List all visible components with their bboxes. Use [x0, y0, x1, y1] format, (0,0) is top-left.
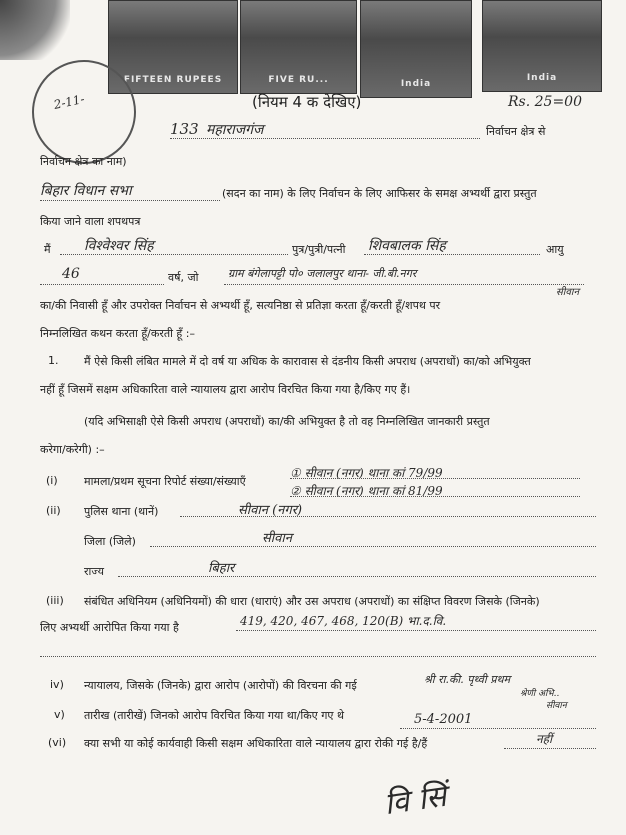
district-label: जिला (जिले) [84, 535, 136, 548]
state-label: राज्य [84, 565, 105, 578]
seal-handwritten-date: 2-11- [52, 91, 86, 112]
i-label: मैं [44, 243, 51, 256]
stay-label: क्या सभी या कोई कार्यवाही किसी सक्षम अधिकारिता वाले न्यायालय द्वारा रोकी गई है/हैं [84, 737, 428, 750]
police-station-label: पुलिस थाना (थानें) [84, 505, 159, 518]
age-label: आयु [546, 243, 564, 256]
age-fill-line [40, 284, 164, 285]
charge-date-label: तारीख (तारीखें) जिनको आरोप विरचित किया गया था/किए गए थे [84, 709, 345, 722]
address-fill-line [224, 284, 584, 285]
candidate-signature: वि सिं [382, 778, 449, 823]
address-value: ग्राम बंगेलापट्टी पो० जलालपुर थाना- जी.बी.नगर [228, 267, 417, 280]
item-iv-number: iv) [50, 678, 64, 691]
para-1-line-a: मैं ऐसे किसी लंबित मामले में दो वर्ष या अधिक के कारावास से दंडनीय किसी अपराध (अपराधों) का/को अभियुक्त [84, 355, 531, 368]
para-2-line-b: करेगा/करेगी) :– [40, 443, 105, 456]
court-fee-stamp-4 [482, 0, 602, 92]
court-value-2: श्रेणी अभि.. [520, 689, 560, 699]
police-station-fill-line [180, 516, 596, 517]
house-caption: (सदन का नाम) के लिए निर्वाचन के लिए आफिसर के समक्ष अभ्यर्थी द्वारा प्रस्तुत [222, 187, 537, 200]
age-value: 46 [62, 266, 80, 282]
stay-fill-line [504, 748, 596, 749]
item-ii-number: (ii) [46, 504, 61, 517]
statement-intro: निम्नलिखित कथन करता हूँ/करती हूँ :– [40, 327, 195, 340]
relation-label: पुत्र/पुत्री/पत्नी [292, 243, 346, 256]
father-fill-line [364, 254, 540, 255]
stamp-label: FIFTEEN RUPEES [123, 75, 223, 85]
years-label: वर्ष, जो [168, 271, 199, 284]
item-i-number: (i) [46, 474, 58, 487]
item-iii-number: (iii) [46, 594, 64, 607]
para-1-line-b: नहीं हूँ जिसमें सक्षम अधिकारिता वाले न्यायालय द्वारा आरोप विरचित किया गया है/किए गए हैं। [40, 383, 411, 396]
sections-fill-line [236, 630, 596, 631]
stamp-label: FIVE RU... [268, 75, 329, 85]
state-fill-line [118, 576, 596, 577]
constituency-name: महाराजगंज [206, 122, 264, 138]
item-v-number: v) [54, 708, 65, 721]
constituency-label: निर्वाचन क्षेत्र से [486, 125, 546, 138]
constituency-name-caption: निर्वाचन क्षेत्र का नाम) [40, 155, 127, 168]
police-station-value: सीवान (नगर) [238, 503, 303, 518]
house-fill-line [40, 200, 220, 201]
sections-value: 419, 420, 467, 468, 120(B) भा.द.वि. [240, 614, 447, 628]
fir-fill-line-1 [290, 478, 580, 479]
page-corner-shadow [0, 0, 70, 60]
para-2-line-a: (यदि अभिसाक्षी ऐसे किसी अपराध (अपराधों) का/की अभियुक्त है तो वह निम्नलिखित जानकारी प्रस्तुत [84, 415, 490, 428]
charge-date-fill-line [400, 728, 596, 729]
house-name-fill: बिहार विधान सभा [40, 183, 132, 199]
item-vi-number: (vi) [48, 736, 67, 749]
para-1-number: 1. [48, 354, 59, 367]
affidavit-caption: किया जाने वाला शपथपत्र [40, 215, 141, 228]
court-label: न्यायालय, जिसके (जिनके) द्वारा आरोप (आरोपों) की विरचना की गई [84, 679, 357, 692]
address-district: सीवान [556, 287, 580, 298]
father-name: शिवबालक सिंह [368, 238, 446, 254]
name-fill-line [60, 254, 288, 255]
constituency-number: 133 [170, 120, 199, 138]
stay-value: नहीं [536, 732, 553, 746]
district-value: सीवान [262, 531, 292, 546]
fir-fill-line-2 [290, 496, 580, 497]
court-fee-stamp-3 [360, 0, 472, 98]
district-fill-line [150, 546, 596, 547]
charge-date-value: 5-4-2001 [414, 712, 473, 727]
court-fee-stamp-2 [240, 0, 357, 94]
stamp-label: India [400, 79, 432, 89]
sections-extra-line [40, 656, 596, 657]
rule-reference-header: (नियम 4 क देखिए) [252, 93, 362, 111]
sections-label-b: लिए अभ्यर्थी आरोपित किया गया है [40, 621, 179, 634]
fir-label: मामला/प्रथम सूचना रिपोर्ट संख्या/संख्याएँ [84, 475, 246, 488]
court-fee-stamp-1 [108, 0, 238, 94]
stamp-label: India [526, 73, 558, 83]
fir-value-2: ② सीवान (नगर) थाना कां 81/99 [290, 484, 443, 498]
constituency-fill-line [170, 138, 480, 139]
state-value: बिहार [208, 561, 235, 576]
fir-value-1: ① सीवान (नगर) थाना कां 79/99 [290, 466, 443, 480]
residence-declaration: का/की निवासी हूँ और उपरोक्त निर्वाचन से अभ्यर्थी हूँ, सत्यनिष्ठा से प्रतिज्ञा करता हूँ/करती हूँ/शपथ पर [40, 299, 441, 312]
court-value: श्री रा.की. पृथ्वी प्रथम [424, 673, 511, 686]
stamp-value-note: Rs. 25=00 [508, 94, 582, 110]
candidate-name: विश्वेश्वर सिंह [84, 238, 154, 254]
sections-label-a: संबंधित अधिनियम (अधिनियमों) की धारा (धाराएं) और उस अपराध (अपराधों) का संक्षिप्त विवरण जिसके (जिनके) [84, 595, 540, 608]
court-value-3: सीवान [546, 701, 567, 711]
